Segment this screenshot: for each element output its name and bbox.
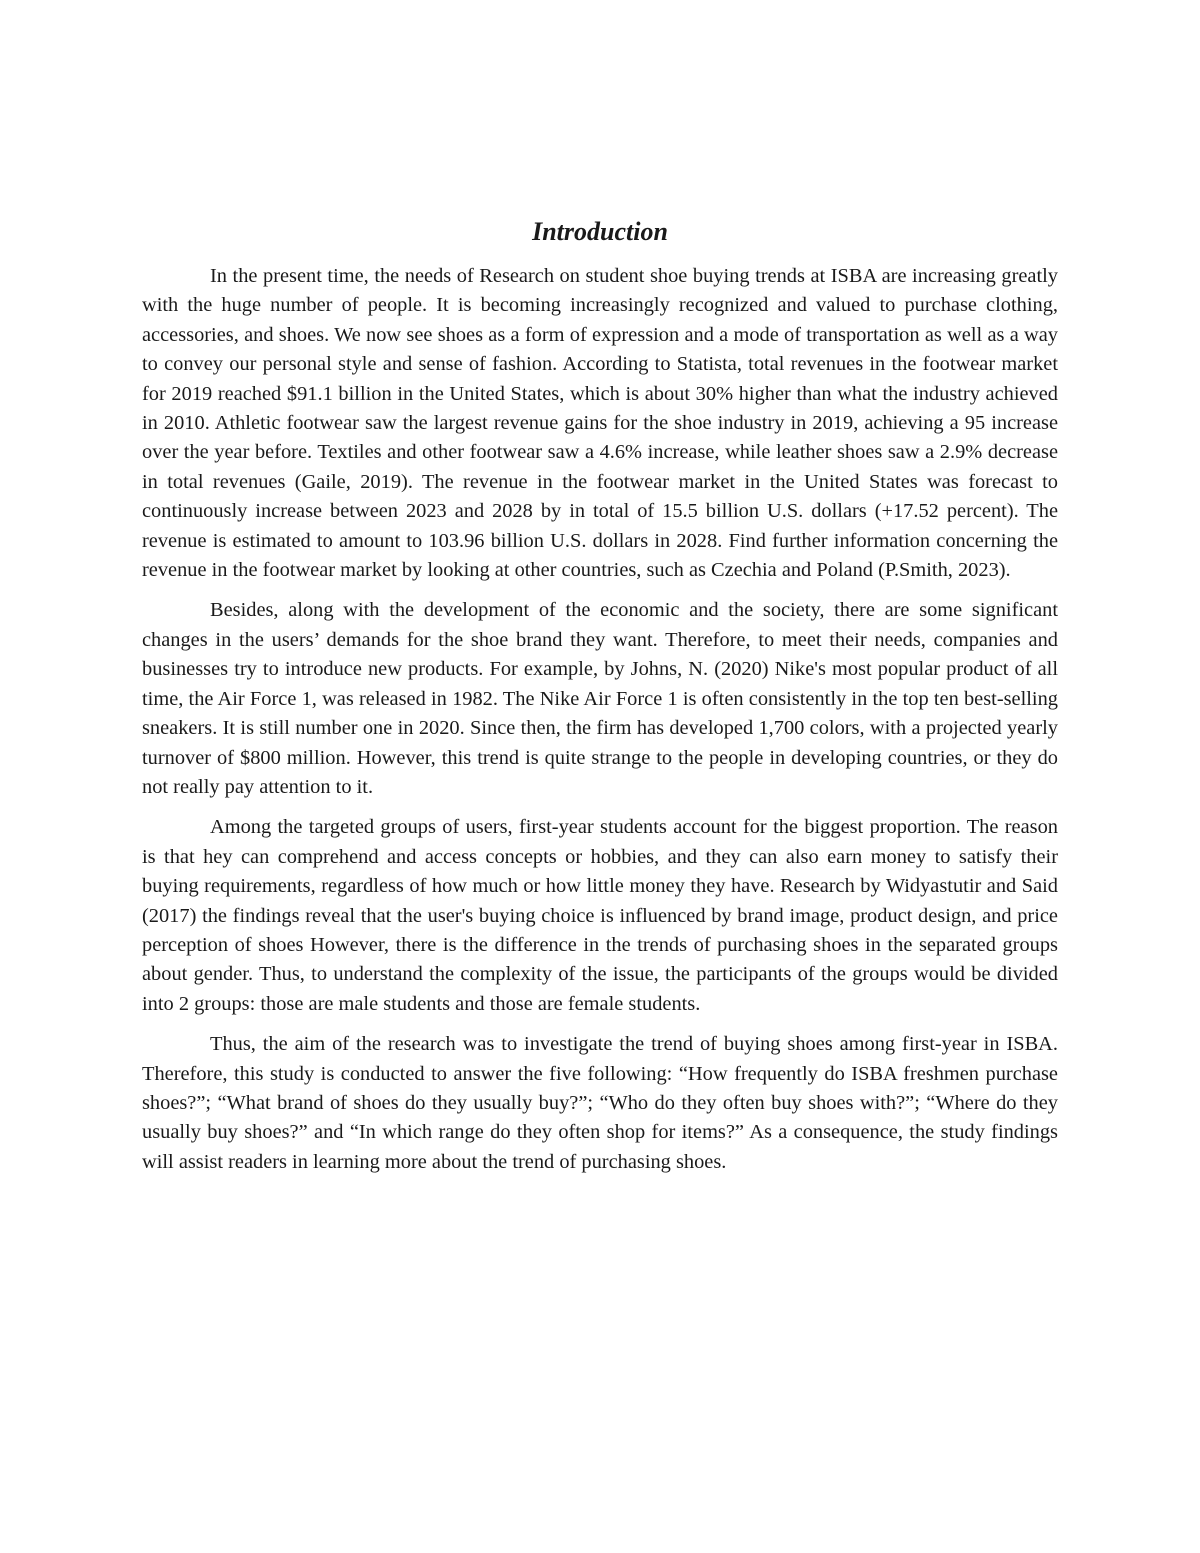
paragraph-1: In the present time, the needs of Research on student shoe buying trends at ISBA are increasing greatly with the huge number of people. It is becoming increasingly recognized and valued to purchase clothing, accessories, and shoes. We now see shoes as a form of expression and a mode of transportation as well as a way to convey our personal style and sense of fashion. According to Statista, total revenues in the footwear market for 2019 reached $91.1 billion in the United States, which is about 30% higher than what the industry achieved in 2010. Athletic footwear saw the largest revenue gains for the shoe industry in 2019, achieving a 95 increase over the year before. Textiles and other footwear saw a 4.6% increase, while leather shoes saw a 2.9% decrease in total revenues (Gaile, 2019). The revenue in the footwear market in the United States was forecast to continuously increase between 2023 and 2028 by in total of 15.5 billion U.S. dollars (+17.52 percent). The revenue is estimated to amount to 103.96 billion U.S. dollars in 2028. Find further information concerning the revenue in the footwear market by looking at other countries, such as Czechia and Poland (P.Smith, 2023). — [142, 265, 1058, 582]
paragraph-3: Among the targeted groups of users, first-year students account for the biggest proportion. The reason is that hey can comprehend and access concepts or hobbies, and they can also earn money to satisfy their buying requirements, regardless of how much or how little money they have. Research by Widyastutir and Said (2017) the findings reveal that the user's buying choice is influenced by brand image, product design, and price perception of shoes However, there is the difference in the trends of purchasing shoes in the separated groups about gender. Thus, to understand the complexity of the issue, the participants of the groups would be divided into 2 groups: those are male students and those are female students. — [142, 816, 1058, 1015]
paragraph-4: Thus, the aim of the research was to investigate the trend of buying shoes among first-year in ISBA. Therefore, this study is conducted to answer the five following: “How frequently do ISBA freshmen purchase shoes?”; “What brand of shoes do they usually buy?”; “Who do they often buy shoes with?”; “Where do they usually buy shoes?” and “In which range do they often shop for items?” As a consequence, the study findings will assist readers in learning more about the trend of purchasing shoes. — [142, 1033, 1058, 1173]
document-body — [142, 212, 1058, 1188]
paragraph-2: Besides, along with the development of the economic and the society, there are some significant changes in the users’ demands for the shoe brand they want. Therefore, to meet their needs, companies and businesses try to introduce new products. For example, by Johns, N. (2020) Nike's most popular product of all time, the Air Force 1, was released in 1982. The Nike Air Force 1 is often consistently in the top ten best-selling sneakers. It is still number one in 2020. Since then, the firm has developed 1,700 colors, with a projected yearly turnover of $800 million. However, this trend is quite strange to the people in developing countries, or they do not really pay attention to it. — [142, 599, 1058, 798]
page-title: Introduction — [532, 217, 668, 246]
